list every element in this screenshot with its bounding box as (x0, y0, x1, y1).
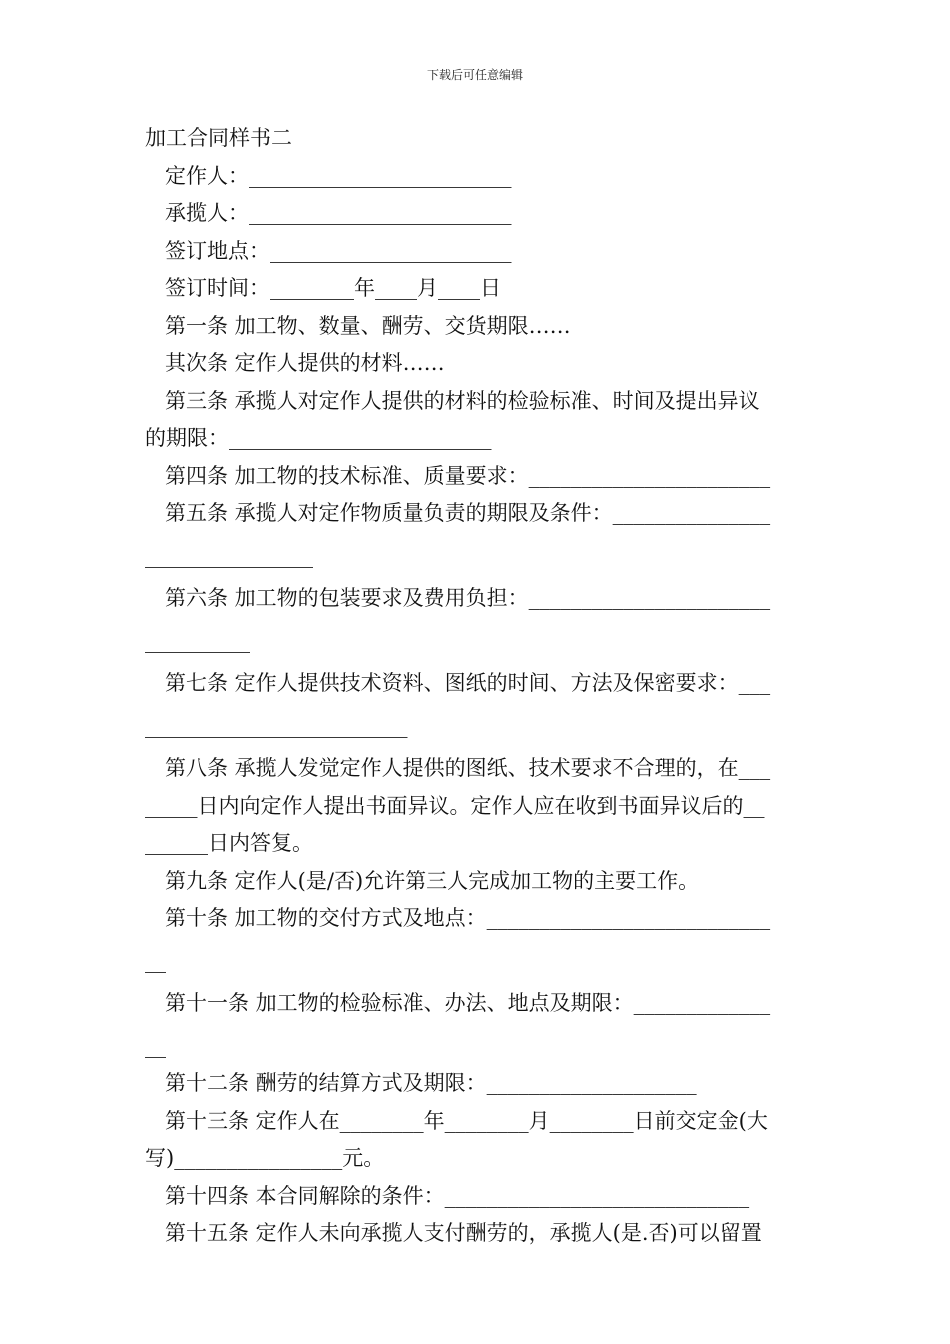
article-7-cont: _________________________ (145, 713, 408, 738)
article-6-cont: __________ (145, 628, 250, 653)
field-signing-date: 签订时间：________年____月____日 (165, 276, 501, 300)
field-signing-place: 签订地点：_______________________ (165, 238, 512, 263)
contract-body (145, 120, 807, 1253)
article-8-cont-2: ______日内答复。 (145, 831, 313, 855)
article-14: 第十四条 本合同解除的条件：_____________________________ (165, 1183, 750, 1208)
article-5: 第五条 承揽人对定作物质量负责的期限及条件：_______________ (165, 501, 771, 525)
article-3-cont: 的期限：_________________________ (145, 426, 492, 450)
field-processor: 承揽人：_________________________ (165, 201, 512, 225)
article-2: 其次条 定作人提供的材料…… (165, 351, 445, 375)
article-13-cont: 写)________________元。 (145, 1146, 385, 1170)
article-7: 第七条 定作人提供技术资料、图纸的时间、方法及保密要求：___ (165, 671, 771, 695)
article-3: 第三条 承揽人对定作人提供的材料的检验标准、时间及提出异议 (165, 388, 760, 413)
article-11: 第十一条 加工物的检验标准、办法、地点及期限：_____________ (165, 991, 771, 1015)
page-header: 下载后可任意编辑 (426, 68, 523, 82)
article-8-cont: _____日内向定作人提出书面异议。定作人应在收到书面异议后的__ (145, 793, 765, 818)
article-4: 第四条 加工物的技术标准、质量要求：_______________________ (165, 463, 771, 488)
article-8: 第八条 承揽人发觉定作人提供的图纸、技术要求不合理的，在___ (165, 756, 771, 780)
article-6: 第六条 加工物的包装要求及费用负担：_______________________ (165, 586, 771, 610)
article-13: 第十三条 定作人在________年________月________日前交定金(大 (165, 1108, 768, 1133)
article-1: 第一条 加工物、数量、酬劳、交货期限…… (165, 313, 571, 338)
article-11-cont: __ (145, 1033, 166, 1058)
field-contractor: 定作人：_________________________ (165, 163, 512, 188)
article-5-cont: ________________ (145, 543, 313, 568)
article-10: 第十条 加工物的交付方式及地点：___________________________ (165, 906, 771, 930)
article-10-cont: __ (145, 948, 166, 973)
article-9: 第九条 定作人(是/否)允许第三人完成加工物的主要工作。 (165, 868, 700, 893)
article-15: 第十五条 定作人未向承揽人支付酬劳的，承揽人(是.否)可以留置 (165, 1221, 762, 1245)
document-title: 加工合同样书二 (145, 126, 292, 150)
article-12: 第十二条 酬劳的结算方式及期限：____________________ (165, 1071, 697, 1095)
